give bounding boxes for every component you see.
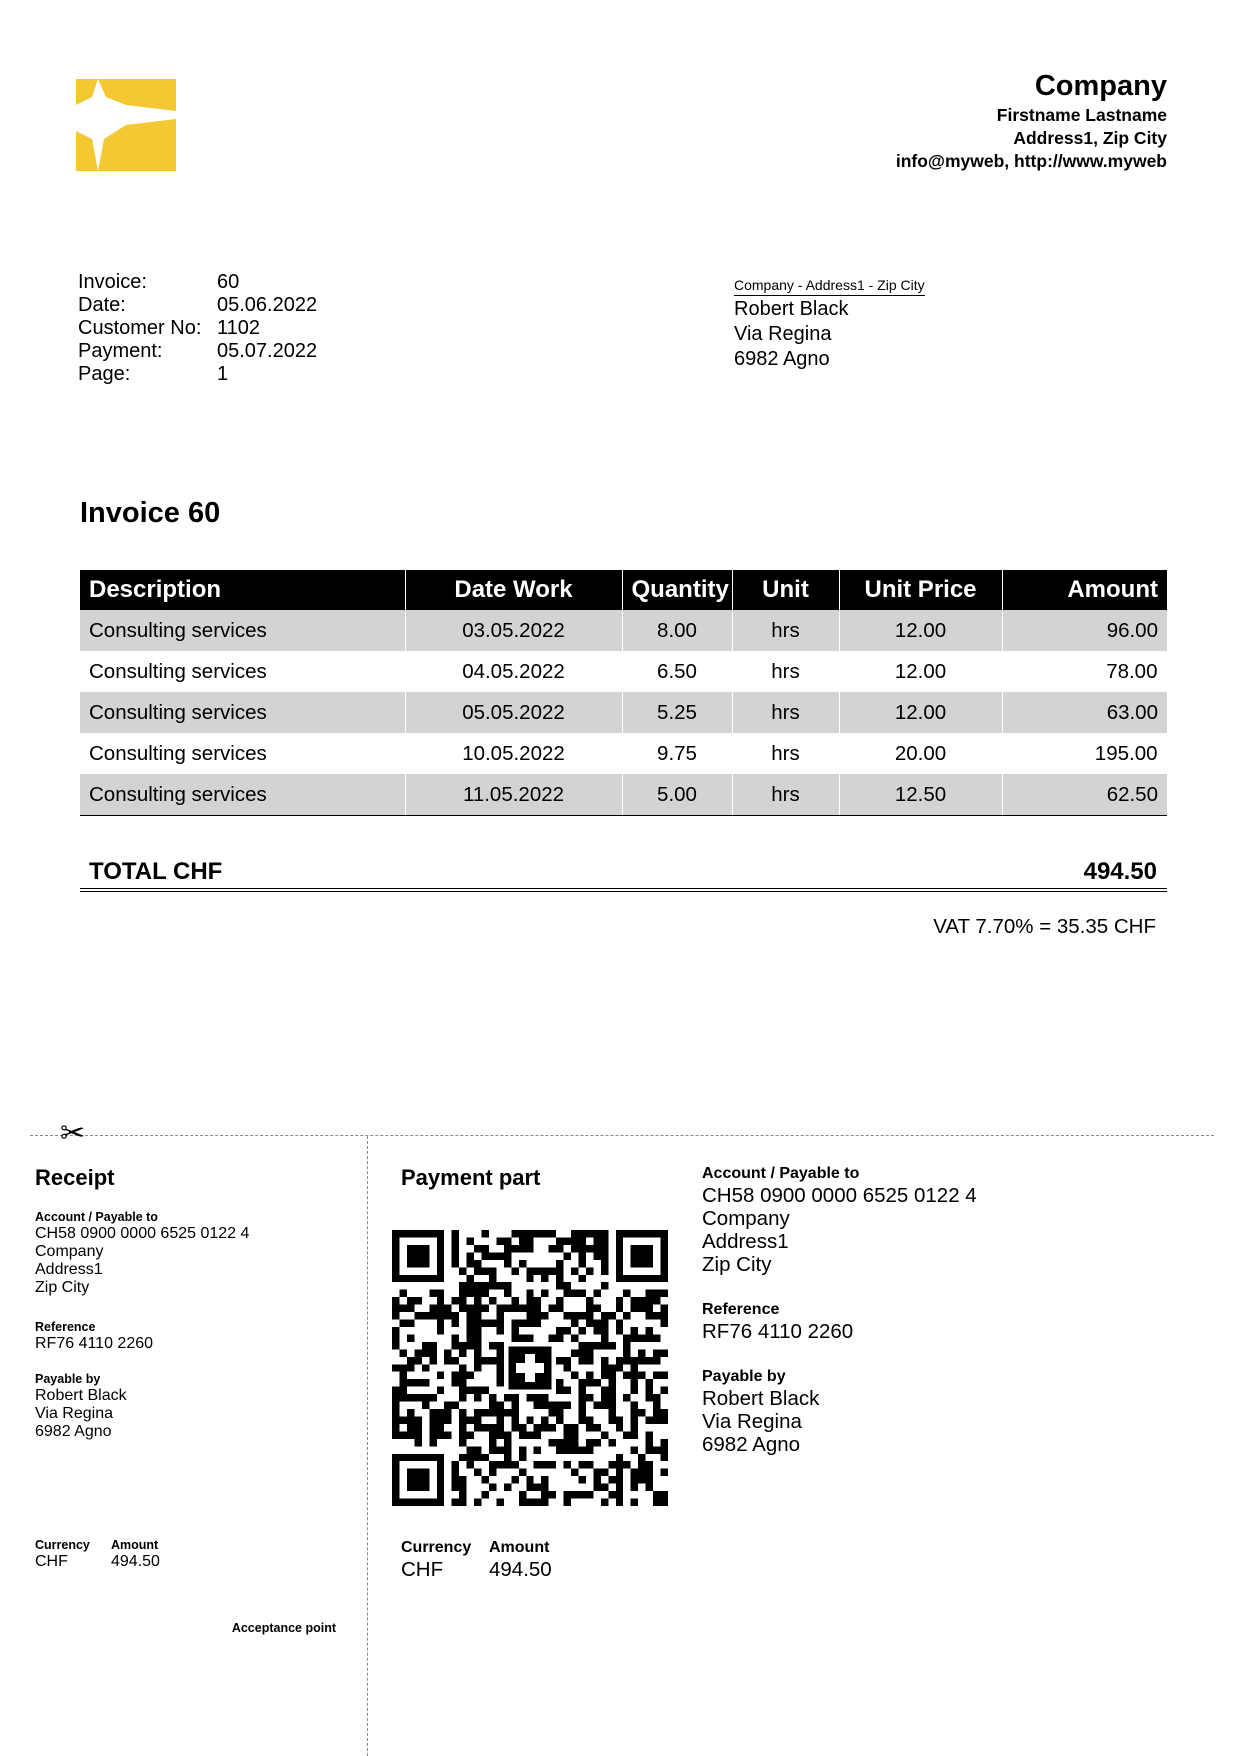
info-label: Page: (78, 363, 131, 385)
cell-unit-price: 12.00 (839, 610, 1002, 651)
receipt-amount-value: 494.50 (111, 1553, 160, 1570)
payment-iban: CH58 0900 0000 6525 0122 4 (702, 1184, 977, 1207)
cell-amount: 96.00 (1002, 610, 1167, 651)
vat-line: VAT 7.70% = 35.35 CHF (933, 915, 1156, 938)
recipient-street: Via Regina (734, 323, 832, 345)
invoice-title: Invoice 60 (80, 497, 221, 529)
payment-debtor-street: Via Regina (702, 1410, 802, 1433)
payment-amount (489, 1538, 552, 1581)
company-header (896, 68, 1167, 173)
cell-date: 04.05.2022 (405, 651, 622, 692)
payment-amount-value: 494.50 (489, 1558, 552, 1581)
receipt-debtor-city: 6982 Agno (35, 1423, 112, 1440)
info-value: 1 (217, 363, 229, 385)
receipt-debtor-name: Robert Black (35, 1387, 127, 1404)
info-label: Date: (78, 294, 126, 316)
payment-creditor-city: Zip City (702, 1253, 772, 1276)
info-label: Payment: (78, 340, 163, 362)
cell-description: Consulting services (80, 774, 405, 816)
cell-unit: hrs (732, 610, 839, 651)
table-row (80, 733, 1167, 774)
info-row-invoice (78, 271, 317, 294)
payment-part-title: Payment part (401, 1165, 541, 1190)
payment-creditor-name: Company (702, 1207, 790, 1230)
info-row-page (78, 363, 317, 386)
cell-quantity: 5.25 (622, 692, 732, 733)
cell-date: 05.05.2022 (405, 692, 622, 733)
table-header-row (80, 570, 1167, 610)
payment-amount-label: Amount (489, 1539, 550, 1556)
col-description: Description (80, 570, 405, 610)
total-value: 494.50 (1083, 858, 1157, 885)
receipt-debtor-street: Via Regina (35, 1405, 113, 1422)
total-label: TOTAL CHF (89, 858, 223, 885)
col-amount: Amount (1002, 570, 1167, 610)
company-address: Address1, Zip City (1013, 128, 1167, 148)
invoice-table (80, 570, 1168, 816)
receipt-creditor-city: Zip City (35, 1279, 90, 1296)
info-row-payment (78, 340, 317, 363)
info-row-date (78, 294, 317, 317)
payment-debtor-name: Robert Black (702, 1387, 820, 1410)
slip-separator (367, 1136, 368, 1756)
receipt-payable-by (35, 1372, 127, 1441)
scissors-icon: ✂ (60, 1117, 86, 1150)
cell-description: Consulting services (80, 733, 405, 774)
payment-creditor-address: Address1 (702, 1230, 789, 1253)
table-row (80, 692, 1167, 733)
cell-date: 10.05.2022 (405, 733, 622, 774)
cell-amount: 195.00 (1002, 733, 1167, 774)
info-value: 60 (217, 271, 240, 293)
cell-unit: hrs (732, 733, 839, 774)
payment-payable-by (702, 1367, 819, 1456)
swiss-qr-code-icon (392, 1230, 668, 1506)
receipt-payable-by-label: Payable by (35, 1372, 101, 1386)
cell-unit: hrs (732, 692, 839, 733)
cell-quantity: 8.00 (622, 610, 732, 651)
company-contact-name: Firstname Lastname (996, 105, 1167, 125)
receipt-reference-value: RF76 4110 2260 (35, 1335, 154, 1352)
company-name: Company (1034, 70, 1167, 102)
cut-line (30, 1135, 1214, 1136)
table-row (80, 651, 1167, 692)
payment-debtor-city: 6982 Agno (702, 1433, 801, 1456)
cell-date: 03.05.2022 (405, 610, 622, 651)
receipt-account-label: Account / Payable to (35, 1210, 158, 1224)
cell-unit: hrs (732, 774, 839, 816)
cell-quantity: 6.50 (622, 651, 732, 692)
payment-reference-label: Reference (702, 1301, 780, 1318)
cell-unit-price: 12.50 (839, 774, 1002, 816)
payment-currency-label: Currency (401, 1539, 472, 1556)
company-web: info@myweb, http://www.myweb (895, 151, 1167, 171)
info-label: Customer No: (78, 317, 202, 339)
sender-line: Company - Address1 - Zip City (734, 276, 925, 296)
receipt-reference (35, 1320, 153, 1353)
col-unit: Unit (732, 570, 839, 610)
payment-currency-value: CHF (401, 1558, 444, 1581)
cell-description: Consulting services (80, 610, 405, 651)
cell-amount: 62.50 (1002, 774, 1167, 816)
cell-description: Consulting services (80, 651, 405, 692)
info-value: 05.07.2022 (217, 340, 318, 362)
cell-quantity: 5.00 (622, 774, 732, 816)
col-unit-price: Unit Price (839, 570, 1002, 610)
payment-account (702, 1164, 977, 1276)
total-row (80, 858, 1167, 892)
info-label: Invoice: (78, 271, 147, 293)
receipt-iban: CH58 0900 0000 6525 0122 4 (35, 1225, 250, 1242)
cell-unit-price: 12.00 (839, 692, 1002, 733)
cell-amount: 78.00 (1002, 651, 1167, 692)
cell-unit-price: 12.00 (839, 651, 1002, 692)
cell-amount: 63.00 (1002, 692, 1167, 733)
cell-date: 11.05.2022 (405, 774, 622, 816)
receipt-creditor-name: Company (35, 1243, 104, 1260)
payment-currency (401, 1538, 471, 1581)
col-quantity: Quantity (622, 570, 732, 610)
receipt-reference-label: Reference (35, 1320, 96, 1334)
receipt-title: Receipt (35, 1165, 115, 1190)
cell-unit-price: 20.00 (839, 733, 1002, 774)
recipient-address (734, 276, 925, 372)
receipt-account (35, 1210, 249, 1297)
acceptance-point: Acceptance point (231, 1621, 336, 1635)
info-value: 05.06.2022 (217, 294, 318, 316)
recipient-city: 6982 Agno (734, 348, 830, 370)
cell-description: Consulting services (80, 692, 405, 733)
info-value: 1102 (217, 317, 261, 339)
col-date-work: Date Work (405, 570, 622, 610)
receipt-currency-value: CHF (35, 1553, 68, 1570)
recipient-name: Robert Black (734, 298, 849, 320)
receipt-amount-label: Amount (111, 1538, 159, 1552)
info-row-customer (78, 317, 317, 340)
cell-unit: hrs (732, 651, 839, 692)
receipt-amount (111, 1538, 160, 1571)
receipt-currency-label: Currency (35, 1538, 90, 1552)
payment-account-label: Account / Payable to (702, 1165, 860, 1182)
payment-payable-by-label: Payable by (702, 1368, 786, 1385)
receipt-creditor-address: Address1 (35, 1261, 103, 1278)
invoice-info (78, 271, 317, 386)
payment-reference (702, 1300, 853, 1343)
receipt-currency (35, 1538, 90, 1571)
cell-quantity: 9.75 (622, 733, 732, 774)
table-row (80, 610, 1167, 651)
payment-reference-value: RF76 4110 2260 (702, 1320, 854, 1343)
company-logo (76, 79, 176, 171)
table-row (80, 774, 1167, 816)
